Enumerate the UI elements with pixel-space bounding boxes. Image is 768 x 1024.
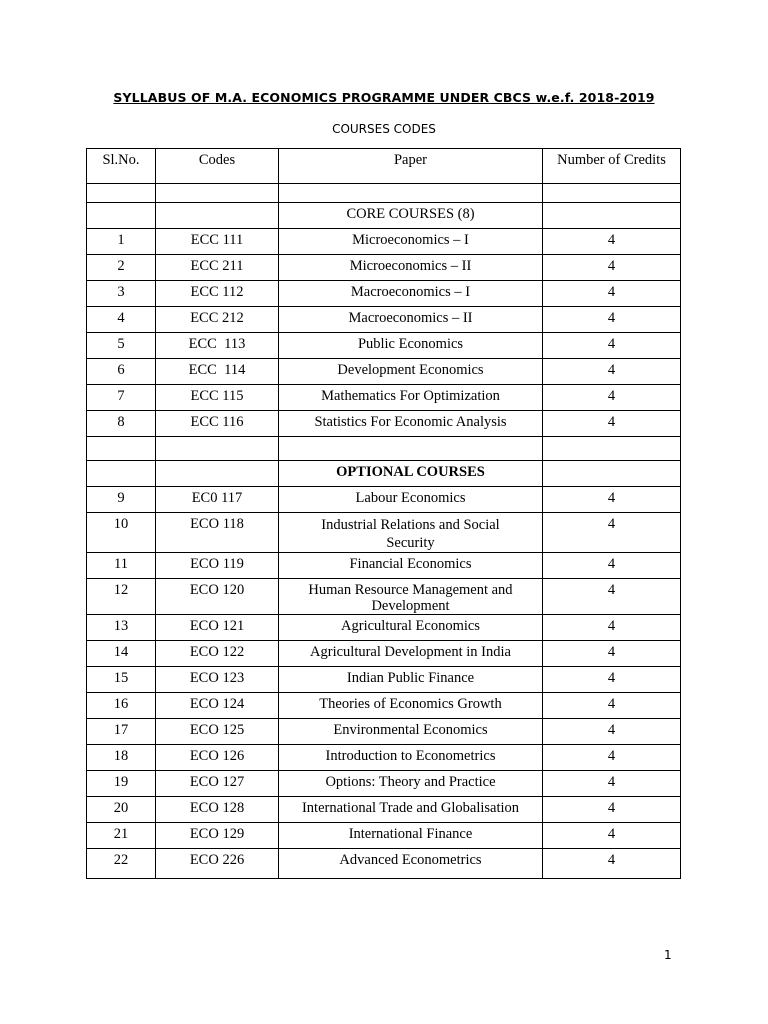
section-row-optional — [87, 461, 681, 487]
row-credits: 4 — [543, 411, 681, 437]
row-credits: 4 — [543, 255, 681, 281]
row-sl: 7 — [87, 385, 156, 411]
row-code: ECO 129 — [156, 823, 279, 849]
table-row — [87, 667, 681, 693]
row-paper: Agricultural Economics — [279, 615, 543, 641]
row-sl: 1 — [87, 229, 156, 255]
row-sl: 21 — [87, 823, 156, 849]
table-row — [87, 307, 681, 333]
row-sl: 3 — [87, 281, 156, 307]
table-row — [87, 359, 681, 385]
row-paper: Advanced Econometrics — [279, 849, 543, 879]
row-credits: 4 — [543, 849, 681, 879]
row-sl: 2 — [87, 255, 156, 281]
row-credits: 4 — [543, 553, 681, 579]
row-code: EC0 117 — [156, 487, 279, 513]
courses-table — [86, 148, 681, 879]
row-credits: 4 — [543, 667, 681, 693]
row-code: ECO 128 — [156, 797, 279, 823]
row-credits: 4 — [543, 719, 681, 745]
row-credits: 4 — [543, 281, 681, 307]
row-paper: Options: Theory and Practice — [279, 771, 543, 797]
row-code: ECC 212 — [156, 307, 279, 333]
row-credits: 4 — [543, 797, 681, 823]
row-credits: 4 — [543, 771, 681, 797]
table-row — [87, 385, 681, 411]
row-paper: Macroeconomics – I — [279, 281, 543, 307]
row-paper: Financial Economics — [279, 553, 543, 579]
row-credits: 4 — [543, 615, 681, 641]
row-sl: 10 — [87, 513, 156, 553]
row-sl: 5 — [87, 333, 156, 359]
row-code: ECC 211 — [156, 255, 279, 281]
table-row — [87, 693, 681, 719]
table-row — [87, 745, 681, 771]
table-row — [87, 579, 681, 615]
row-credits: 4 — [543, 229, 681, 255]
table-row — [87, 615, 681, 641]
row-credits: 4 — [543, 641, 681, 667]
table-row — [87, 771, 681, 797]
row-sl: 8 — [87, 411, 156, 437]
row-code: ECO 125 — [156, 719, 279, 745]
row-code: ECO 122 — [156, 641, 279, 667]
table-row — [87, 229, 681, 255]
row-paper: Agricultural Development in India — [279, 641, 543, 667]
table-row — [87, 823, 681, 849]
row-sl: 9 — [87, 487, 156, 513]
row-sl: 17 — [87, 719, 156, 745]
row-sl: 16 — [87, 693, 156, 719]
table-row — [87, 553, 681, 579]
table-row — [87, 411, 681, 437]
row-code: ECC 116 — [156, 411, 279, 437]
row-paper: Introduction to Econometrics — [279, 745, 543, 771]
document-subtitle: COURSES CODES — [332, 122, 436, 136]
table-row — [87, 849, 681, 879]
row-sl: 18 — [87, 745, 156, 771]
row-code: ECC 115 — [156, 385, 279, 411]
row-code: ECC 113 — [156, 333, 279, 359]
table-row — [87, 513, 681, 553]
row-credits: 4 — [543, 359, 681, 385]
optional-section-label: OPTIONAL COURSES — [279, 461, 543, 487]
row-paper: Mathematics For Optimization — [279, 385, 543, 411]
table-row — [87, 255, 681, 281]
row-paper: Microeconomics – I — [279, 229, 543, 255]
table-row — [87, 333, 681, 359]
row-paper: Indian Public Finance — [279, 667, 543, 693]
blank-row — [87, 437, 681, 461]
table-row — [87, 797, 681, 823]
header-paper: Paper — [279, 149, 543, 184]
row-paper: Labour Economics — [279, 487, 543, 513]
row-paper: Development Economics — [279, 359, 543, 385]
row-code: ECO 121 — [156, 615, 279, 641]
row-code: ECO 126 — [156, 745, 279, 771]
page-number: 1 — [664, 948, 672, 962]
row-code: ECO 120 — [156, 579, 279, 615]
section-row-core — [87, 203, 681, 229]
row-sl: 13 — [87, 615, 156, 641]
row-sl: 15 — [87, 667, 156, 693]
table-header-row — [87, 149, 681, 184]
row-code: ECO 118 — [156, 513, 279, 553]
row-code: ECO 127 — [156, 771, 279, 797]
row-paper: International Finance — [279, 823, 543, 849]
row-credits: 4 — [543, 333, 681, 359]
row-sl: 19 — [87, 771, 156, 797]
row-paper: Macroeconomics – II — [279, 307, 543, 333]
header-credits: Number of Credits — [543, 149, 681, 184]
row-credits: 4 — [543, 513, 681, 553]
row-sl: 22 — [87, 849, 156, 879]
row-sl: 20 — [87, 797, 156, 823]
document-title: SYLLABUS OF M.A. ECONOMICS PROGRAMME UNDER CBCS w.e.f. 2018-2019 — [113, 90, 655, 105]
row-sl: 12 — [87, 579, 156, 615]
row-code: ECO 123 — [156, 667, 279, 693]
table-row — [87, 641, 681, 667]
row-paper: Theories of Economics Growth — [279, 693, 543, 719]
row-credits: 4 — [543, 385, 681, 411]
row-paper: Environmental Economics — [279, 719, 543, 745]
table-row — [87, 281, 681, 307]
row-credits: 4 — [543, 823, 681, 849]
row-sl: 4 — [87, 307, 156, 333]
row-code: ECO 124 — [156, 693, 279, 719]
row-paper: Public Economics — [279, 333, 543, 359]
row-paper: Statistics For Economic Analysis — [279, 411, 543, 437]
table-row — [87, 487, 681, 513]
row-code: ECC 111 — [156, 229, 279, 255]
row-paper: Microeconomics – II — [279, 255, 543, 281]
header-codes: Codes — [156, 149, 279, 184]
row-credits: 4 — [543, 693, 681, 719]
table-row — [87, 719, 681, 745]
blank-row — [87, 184, 681, 203]
row-sl: 6 — [87, 359, 156, 385]
row-credits: 4 — [543, 307, 681, 333]
row-code: ECC 114 — [156, 359, 279, 385]
row-sl: 14 — [87, 641, 156, 667]
row-paper: Industrial Relations and Social Security — [279, 513, 543, 553]
row-paper: International Trade and Globalisation — [279, 797, 543, 823]
row-paper: Human Resource Management and Development — [279, 579, 543, 615]
core-section-label: CORE COURSES (8) — [279, 203, 543, 229]
row-credits: 4 — [543, 745, 681, 771]
row-code: ECC 112 — [156, 281, 279, 307]
row-code: ECO 226 — [156, 849, 279, 879]
row-credits: 4 — [543, 579, 681, 615]
row-credits: 4 — [543, 487, 681, 513]
row-sl: 11 — [87, 553, 156, 579]
header-sl-no: Sl.No. — [87, 149, 156, 184]
row-code: ECO 119 — [156, 553, 279, 579]
